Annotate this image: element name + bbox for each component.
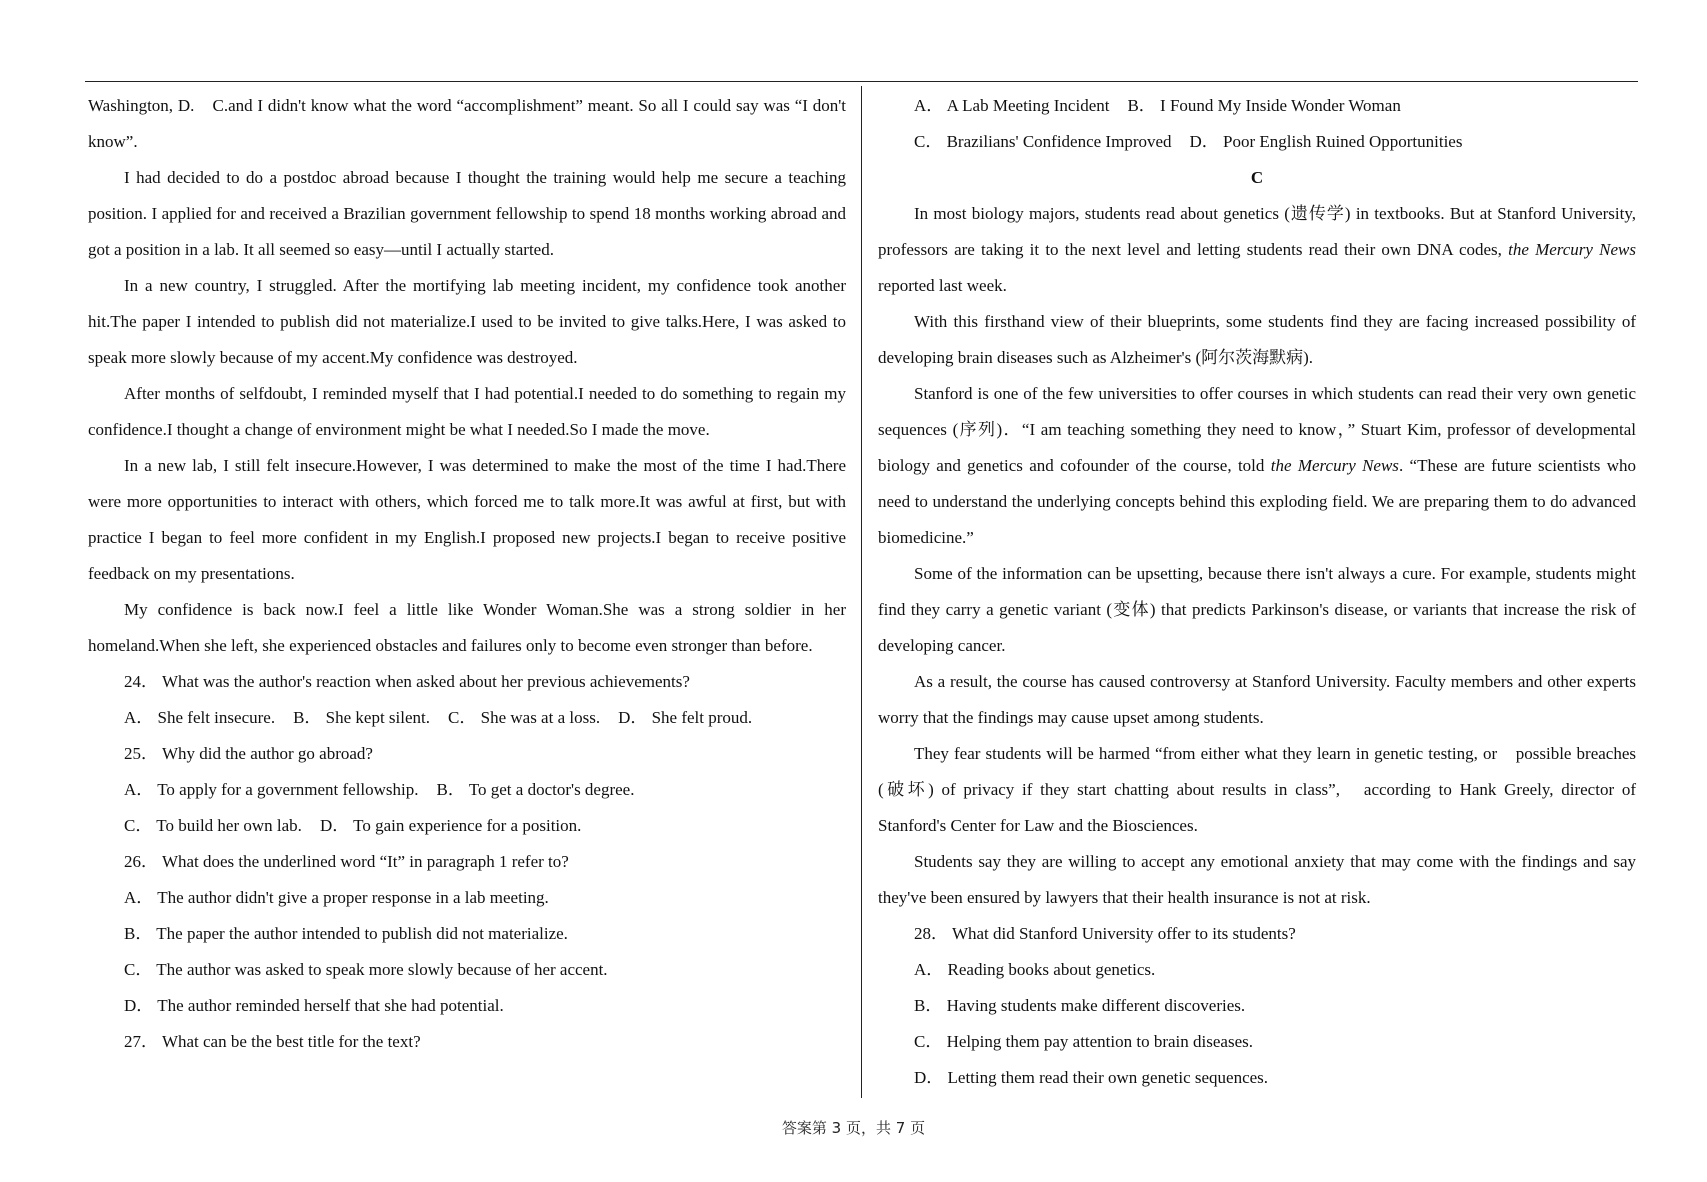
question-24-option-b: B． She kept silent. [293, 708, 431, 727]
question-27-option-a: A． A Lab Meeting Incident [914, 96, 1110, 115]
question-28-option-c: C． Helping them pay attention to brain diseases. [914, 1032, 1253, 1051]
passage-paragraph: Some of the information can be upsetting, because there isn't always a cure. For example, students might find they carry a genetic variant (变体) that predicts Parkinson's disease, or variants that increase the risk of developing cancer. [878, 564, 1636, 655]
passage-paragraph [878, 376, 1636, 556]
question-27-option-b: B． I Found My Inside Wonder Woman [1127, 96, 1401, 115]
question-26-stem: 26． What does the underlined word “It” in paragraph 1 refer to? [124, 852, 569, 871]
question-27-option-c: C． Brazilians' Confidence Improved [914, 132, 1172, 151]
question-26-option-c: C． The author was asked to speak more slowly because of her accent. [124, 960, 608, 979]
question-27-option-d: D． Poor English Ruined Opportunities [1189, 132, 1463, 151]
passage-paragraph: As a result, the course has caused controversy at Stanford University. Faculty members and other experts worry that the findings may cause upset among students. [878, 672, 1636, 727]
passage-paragraph: They fear students will be harmed “from either what they learn in genetic testing, or possible breaches (破坏) of privacy if they start chatting about results in class”, according to Hank Greely, director of Stanford's Center for Law and the Biosciences. [878, 744, 1636, 835]
newspaper-name: the Mercury News [1270, 456, 1399, 475]
question-28-option-d: D． Letting them read their own genetic sequences. [914, 1068, 1269, 1087]
question-25-option-b: B． To get a doctor's degree. [436, 780, 635, 799]
question-28-option-b: B． Having students make different discoveries. [914, 996, 1246, 1015]
passage-paragraph: Students say they are willing to accept any emotional anxiety that may come with the findings and say they've been ensured by lawyers that their health insurance is not at risk. [878, 852, 1636, 907]
passage-paragraph: After months of selfdoubt, I reminded myself that I had potential.I needed to do something to regain my confidence.I thought a change of environment might be what I needed.So I made the move. [88, 384, 846, 439]
paragraph-text: In most biology majors, students read about genetics (遗传学) in textbooks. But at Stanford University, professors are taking it to the next level and letting students read their own DNA codes, [878, 204, 1636, 259]
right-column [878, 88, 1636, 1096]
question-24-option-c: C． She was at a loss. [448, 708, 601, 727]
question-24-options [88, 700, 846, 736]
passage-paragraph: My confidence is back now.I feel a little like Wonder Woman.She was a strong soldier in her homeland.When she left, she experienced obstacles and failures only to become even stronger than before. [88, 600, 846, 655]
page-footer: 答案第 3 页，共 7 页 [781, 1119, 926, 1137]
passage-paragraph: In a new country, I struggled. After the mortifying lab meeting incident, my confidence took another hit.The paper I intended to publish did not materialize.I used to be invited to give talks.Here, I was asked to speak more slowly because of my accent.My confidence was destroyed. [88, 276, 846, 367]
top-rule [85, 81, 1638, 82]
question-24-option-d: D． She felt proud. [618, 708, 753, 727]
question-26-option-a: A． The author didn't give a proper response in a lab meeting. [124, 888, 549, 907]
section-heading: C [1250, 168, 1264, 187]
question-25-option-d: D． To gain experience for a position. [319, 816, 582, 835]
left-column [88, 88, 846, 1060]
paragraph-text: reported last week. [878, 276, 1007, 295]
question-28-option-a: A． Reading books about genetics. [914, 960, 1156, 979]
passage-paragraph: I had decided to do a postdoc abroad because I thought the training would help me secure a teaching position. I applied for and received a Brazilian government fellowship to spend 18 months working abroad and got a position in a lab. It all seemed so easy—until I actually started. [88, 168, 846, 259]
passage-paragraph: In a new lab, I still felt insecure.However, I was determined to make the most of the time I had.There were more opportunities to interact with others, which forced me to talk more.It was awful at first, but with practice I began to feel more confident in my English.I proposed new projects.I began to receive positive feedback on my presentations. [88, 456, 846, 583]
question-24-stem: 24． What was the author's reaction when asked about her previous achievements? [124, 672, 690, 691]
passage-paragraph [878, 196, 1636, 304]
paragraph-text: . “These are future scientists who need to understand the underlying concepts behind this exploding field. We are preparing them to do advanced biomedicine.” [878, 456, 1636, 547]
paragraph-text: Stanford is one of the few universities to offer courses in which students can read their very own genetic sequences (序列)．“I am teaching something they need to know，” Stuart Kim, professor of developmental biology and genetics and cofounder of the course, told [878, 384, 1636, 475]
question-25-options-cd [88, 808, 846, 844]
question-28-stem: 28． What did Stanford University offer to its students? [914, 924, 1296, 943]
passage-paragraph: Washington, D. C.and I didn't know what the word “accomplishment” meant. So all I could say was “I don't know”. [88, 96, 846, 151]
question-25-stem: 25． Why did the author go abroad? [124, 744, 373, 763]
passage-paragraph: With this firsthand view of their blueprints, some students find they are facing increased possibility of developing brain diseases such as Alzheimer's (阿尔茨海默病). [878, 312, 1636, 367]
question-27-options-ab [878, 88, 1636, 124]
question-26-option-d: D． The author reminded herself that she had potential. [124, 996, 504, 1015]
question-26-option-b: B． The paper the author intended to publish did not materialize. [124, 924, 568, 943]
question-25-options-ab [88, 772, 846, 808]
question-25-option-a: A． To apply for a government fellowship. [124, 780, 419, 799]
column-divider [861, 86, 862, 1098]
question-25-option-c: C． To build her own lab. [124, 816, 302, 835]
newspaper-name: the Mercury News [1508, 240, 1636, 259]
question-27-options-cd [878, 124, 1636, 160]
question-27-stem: 27． What can be the best title for the text? [124, 1032, 421, 1051]
question-24-option-a: A． She felt insecure. [124, 708, 276, 727]
